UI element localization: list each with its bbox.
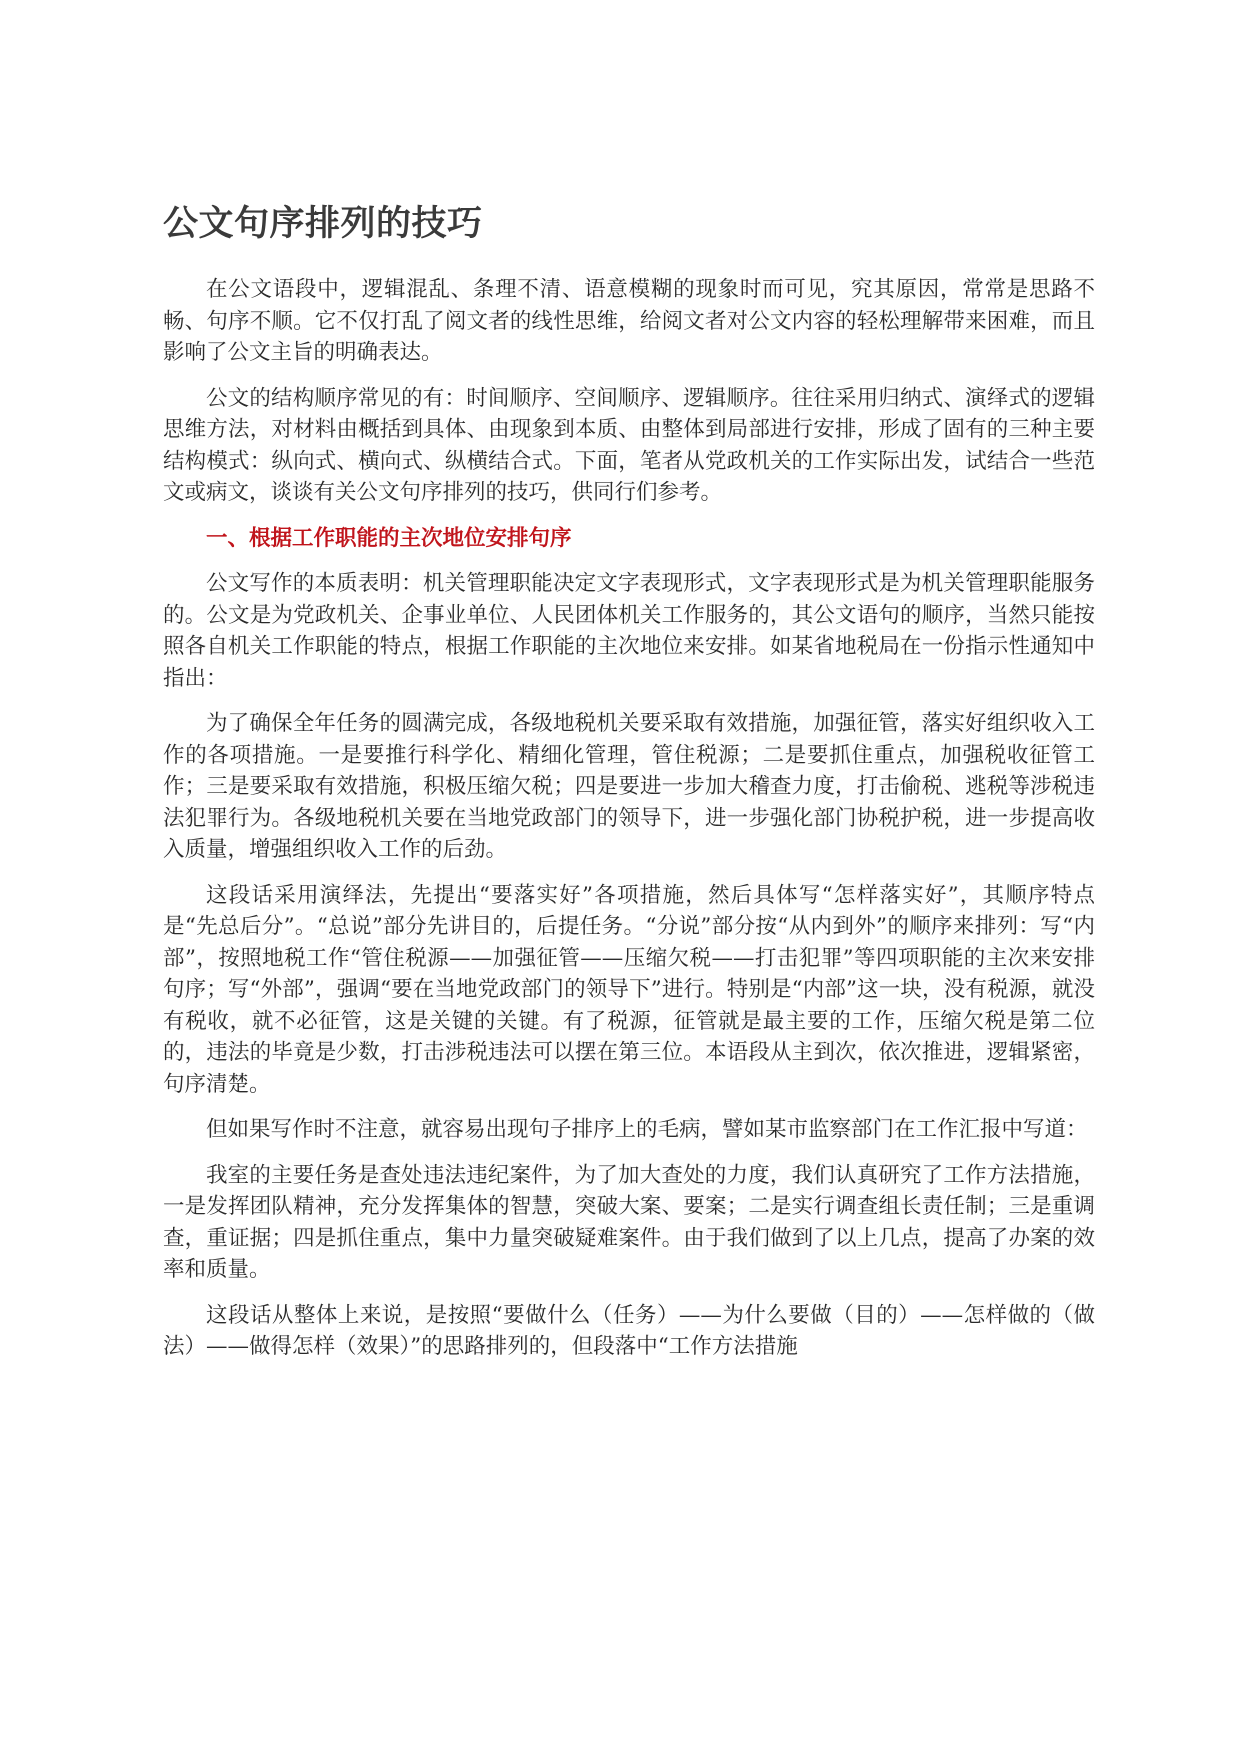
section1-paragraph-5-example: 我室的主要任务是查处违法违纪案件，为了加大查处的力度，我们认真研究了工作方法措施，一是发挥团队精神，充分发挥集体的智慧，突破大案、要案；二是实行调查组长责任制；三是重调查，重证据；四是抓住重点，集中力量突破疑难案件。由于我们做到了以上几点，提高了办案的效率和质量。 bbox=[163, 1162, 1095, 1282]
intro-paragraph-1: 在公文语段中，逻辑混乱、条理不清、语意模糊的现象时而可见，究其原因，常常是思路不畅、句序不顺。它不仅打乱了阅文者的线性思维，给阅文者对公文内容的轻松理解带来困难，而且影响了公文主旨的明确表达。 bbox=[163, 277, 1095, 365]
section1-paragraph-2-example: 为了确保全年任务的圆满完成，各级地税机关要采取有效措施，加强征管，落实好组织收入工作的各项措施。一是要推行科学化、精细化管理，管住税源；二是要抓住重点，加强税收征管工作；三是要采取有效措施，积极压缩欠税；四是要进一步加大稽查力度，打击偷税、逃税等涉税违法犯罪行为。各级地税机关要在当地党政部门的领导下，进一步强化部门协税护税，进一步提高收入质量，增强组织收入工作的后劲。 bbox=[163, 711, 1095, 862]
section1-paragraph-1: 公文写作的本质表明：机关管理职能决定文字表现形式，文字表现形式是为机关管理职能服务的。公文是为党政机关、企事业单位、人民团体机关工作服务的，其公文语句的顺序，当然只能按照各自机关工作职能的特点，根据工作职能的主次地位来安排。如某省地税局在一份指示性通知中指出： bbox=[163, 571, 1095, 691]
intro-paragraph-2: 公文的结构顺序常见的有：时间顺序、空间顺序、逻辑顺序。往往采用归纳式、演绎式的逻辑思维方法，对材料由概括到具体、由现象到本质、由整体到局部进行安排，形成了固有的三种主要结构模式：纵向式、横向式、纵横结合式。下面，笔者从党政机关的工作实际出发，试结合一些范文或病文，谈谈有关公文句序排列的技巧，供同行们参考。 bbox=[163, 385, 1095, 505]
section1-paragraph-4: 但如果写作时不注意，就容易出现句子排序上的毛病，譬如某市监察部门在工作汇报中写道： bbox=[206, 1117, 1088, 1142]
document-title: 公文句序排列的技巧 bbox=[163, 204, 483, 244]
section1-paragraph-3-analysis: 这段话采用演绎法，先提出“要落实好”各项措施，然后具体写“怎样落实好”，其顺序特点是“先总后分”。“总说”部分先讲目的，后提任务。“分说”部分按“从内到外”的顺序来排列：写“内部”，按照地税工作“管住税源——加强征管——压缩欠税——打击犯罪”等四项职能的主次来安排句序；写“外部”，强调“要在当地党政部门的领导下”进行。特别是“内部”这一块，没有税源，就没有税收，就不必征管，这是关键的关键。有了税源，征管就是最主要的工作，压缩欠税是第二位的，违法的毕竟是少数，打击涉税违法可以摆在第三位。本语段从主到次，依次推进，逻辑紧密，句序清楚。 bbox=[163, 882, 1095, 1097]
section1-paragraph-6-analysis: 这段话从整体上来说，是按照“要做什么（任务）——为什么要做（目的）——怎样做的（做法）——做得怎样（效果）”的思路排列的，但段落中“工作方法措施 bbox=[163, 1302, 1095, 1359]
section-heading-1: 一、根据工作职能的主次地位安排句序 bbox=[206, 525, 572, 551]
document-page bbox=[163, 200, 1095, 1377]
